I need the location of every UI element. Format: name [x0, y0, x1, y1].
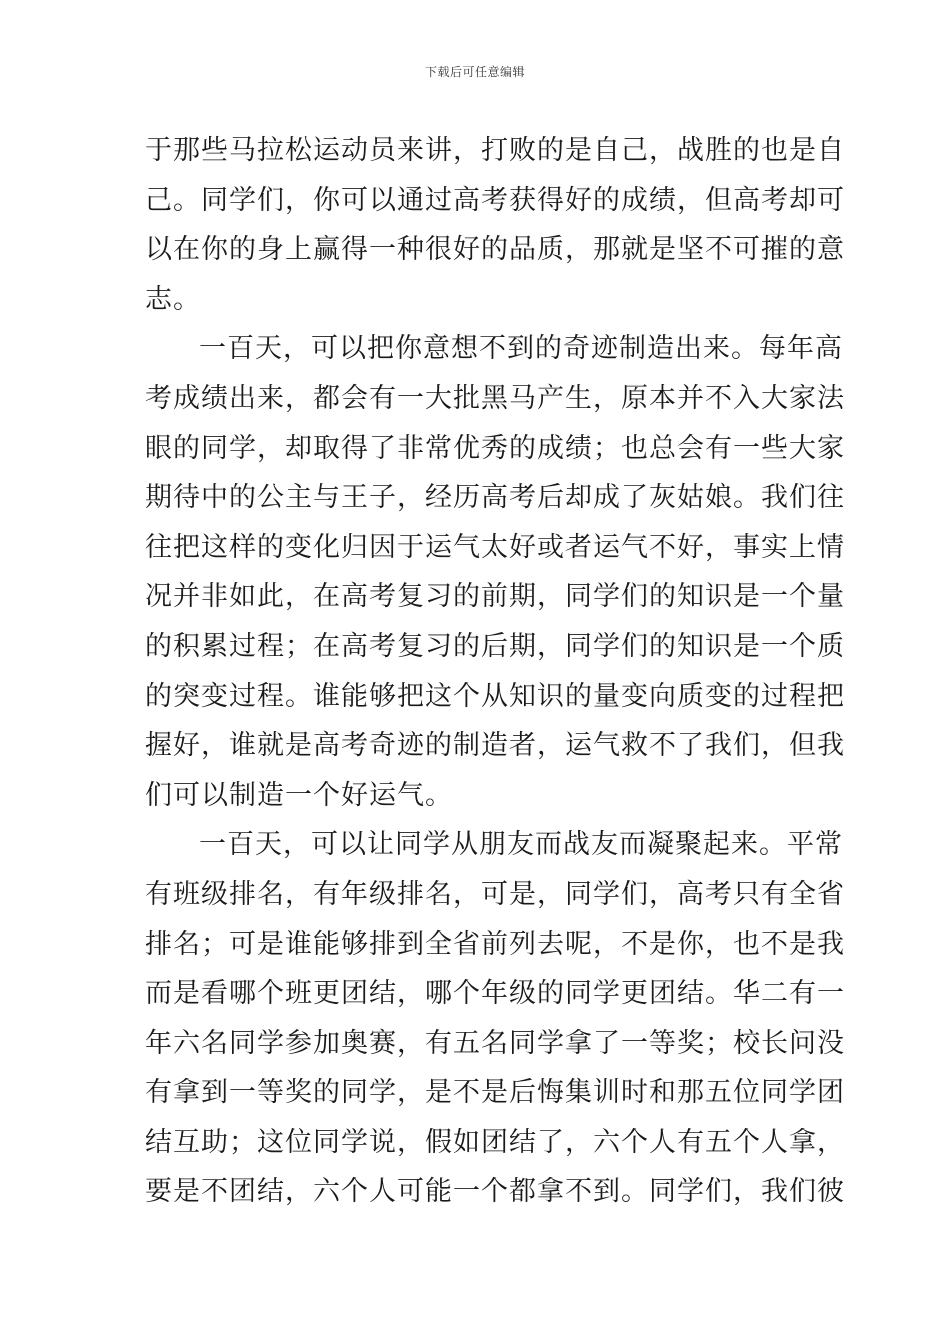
text-line: 己。同学们，你可以通过高考获得好的成绩，但高考却可	[145, 184, 845, 216]
text-line: 一百天，可以让同学从朋友而战友而凝聚起来。平常	[199, 829, 843, 861]
text-line: 而是看哪个班更团结，哪个年级的同学更团结。华二有一	[145, 978, 845, 1010]
text-line: 年六名同学参加奥赛，有五名同学拿了一等奖；校长问没	[145, 1027, 845, 1059]
text-line: 志。	[145, 283, 201, 315]
paragraph	[145, 324, 845, 820]
text-line: 以在你的身上赢得一种很好的品质，那就是坚不可摧的意	[145, 234, 845, 266]
text-line: 期待中的公主与王子，经历高考后却成了灰姑娘。我们往	[145, 482, 845, 514]
text-line: 的积累过程；在高考复习的后期，同学们的知识是一个质	[145, 630, 845, 662]
text-line: 于那些马拉松运动员来讲，打败的是自己，战胜的也是自	[145, 135, 845, 166]
text-line: 况并非如此，在高考复习的前期，同学们的知识是一个量	[145, 581, 845, 613]
paragraph	[145, 126, 845, 324]
text-line: 们可以制造一个好运气。	[145, 779, 453, 811]
text-line: 眼的同学，却取得了非常优秀的成绩；也总会有一些大家	[145, 432, 845, 464]
page-header: 下载后可任意编辑	[424, 65, 525, 79]
paragraph	[145, 820, 845, 1217]
text-line: 有拿到一等奖的同学，是不是后悔集训时和那五位同学团	[145, 1077, 845, 1109]
text-line: 握好，谁就是高考奇迹的制造者，运气救不了我们，但我	[145, 730, 845, 762]
text-line: 有班级排名，有年级排名，可是，同学们，高考只有全省	[145, 878, 845, 910]
document-body	[145, 126, 845, 1217]
text-line: 的突变过程。谁能够把这个从知识的量变向质变的过程把	[145, 680, 845, 712]
text-line: 一百天，可以把你意想不到的奇迹制造出来。每年高	[199, 333, 843, 365]
text-line: 往把这样的变化归因于运气太好或者运气不好，事实上情	[145, 531, 845, 563]
text-line: 要是不团结，六个人可能一个都拿不到。同学们，我们彼	[145, 1176, 845, 1208]
text-line: 排名；可是谁能够排到全省前列去呢，不是你，也不是我	[145, 928, 845, 960]
text-line: 结互助；这位同学说，假如团结了，六个人有五个人拿，	[145, 1126, 845, 1158]
text-line: 考成绩出来，都会有一大批黑马产生，原本并不入大家法	[145, 382, 845, 414]
